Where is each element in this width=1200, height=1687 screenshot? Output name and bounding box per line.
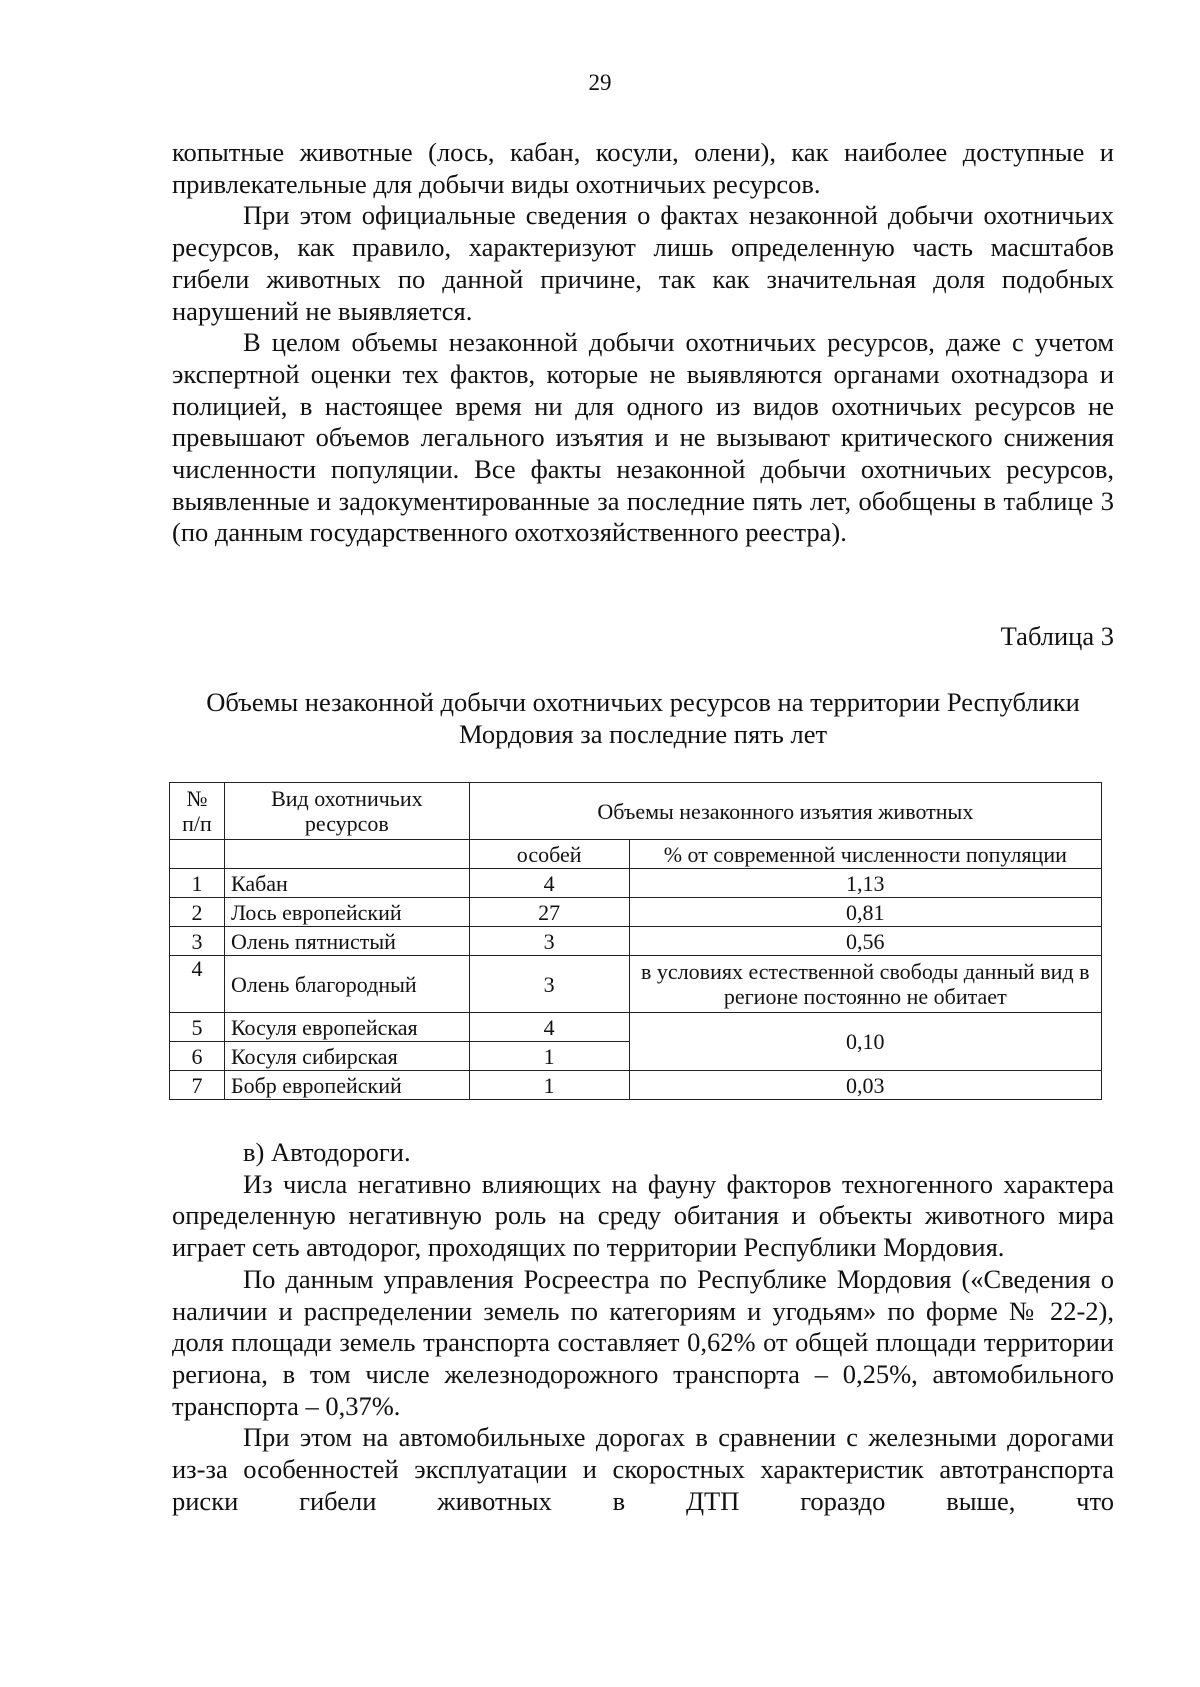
row-individuals: 4 (469, 869, 629, 898)
row-percent: 0,10 (629, 1013, 1101, 1071)
row-percent: 0,03 (629, 1071, 1101, 1100)
header-individuals: особей (469, 840, 629, 869)
row-species: Бобр европейский (224, 1071, 469, 1100)
section-heading: в) Автодороги. (243, 1137, 411, 1167)
header-empty (170, 840, 225, 869)
table-title: Объемы незаконной добычи охотничьих ресурсов на территории Республики Мордовия за последние пять лет (206, 687, 1080, 749)
table-row (170, 898, 1102, 927)
row-percent: 1,13 (629, 869, 1101, 898)
row-individuals: 3 (469, 956, 629, 1013)
page-number: 29 (588, 70, 612, 95)
row-num: 7 (170, 1071, 225, 1100)
table-row (170, 956, 1102, 1013)
row-num: 1 (170, 869, 225, 898)
header-volumes: Объемы незаконного изъятия животных (469, 783, 1101, 840)
table-row (170, 1071, 1102, 1100)
table-header-row (170, 783, 1102, 840)
row-num: 4 (170, 956, 225, 1013)
paragraph: В целом объемы незаконной добычи охотничьих ресурсов, даже с учетом экспертной оценки тех фактов, которые не выявляются органами охотнадзора и полицией, в настоящее время ни для одного из видов охотничьих ресурсов не превышают объемов легального изъятия и не вызывают критического снижения численности популяции. Все факты незаконной добычи охотничьих ресурсов, выявленные и задокументированные за последние пять лет, обобщены в таблице 3 (по данным государственного охотхозяйственного реестра). (172, 327, 1114, 548)
table-subheader-row (170, 840, 1102, 869)
row-species: Косуля европейская (224, 1013, 469, 1042)
table-row (170, 1013, 1102, 1042)
row-percent: 0,56 (629, 927, 1101, 956)
row-individuals: 1 (469, 1042, 629, 1071)
header-empty (224, 840, 469, 869)
row-num: 5 (170, 1013, 225, 1042)
table-row (170, 927, 1102, 956)
row-percent: в условиях естественной свободы данный вид в регионе постоянно не обитает (629, 956, 1101, 1013)
row-num: 2 (170, 898, 225, 927)
row-individuals: 27 (469, 898, 629, 927)
paragraph: При этом на автомобильныхе дорогах в сравнении с железными дорогами из-за особенностей эксплуатации и скоростных характеристик автотранспорта риски гибели животных в ДТП гораздо выше, что (172, 1422, 1114, 1516)
row-individuals: 3 (469, 927, 629, 956)
table-row (170, 869, 1102, 898)
header-num: № п/п (170, 783, 225, 840)
row-individuals: 1 (469, 1071, 629, 1100)
row-species: Олень благородный (224, 956, 469, 1013)
paragraph: Из числа негативно влияющих на фауну факторов техногенного характера определенную негативную роль на среду обитания и объекты животного мира играет сеть автодорог, проходящих по территории Республики Мордовия. (172, 1168, 1114, 1263)
paragraph: При этом официальные сведения о фактах незаконной добычи охотничьих ресурсов, как правило, характеризуют лишь определенную часть масштабов гибели животных по данной причине, так как значительная доля подобных нарушений не выявляется. (172, 200, 1114, 326)
paragraph: По данным управления Росреестра по Республике Мордовия («Сведения о наличии и распределении земель по категориям и угодьям» по форме № 22-2), доля площади земель транспорта составляет 0,62% от общей площади территории региона, в том числе железнодорожного транспорта – 0,25%, автомобильного транспорта – 0,37%. (172, 1263, 1114, 1421)
row-num: 3 (170, 927, 225, 956)
header-percent: % от современной численности популяции (629, 840, 1101, 869)
text-block-bottom (172, 1137, 1114, 1517)
text-block-top (172, 137, 1114, 549)
row-species: Лось европейский (224, 898, 469, 927)
row-species: Косуля сибирская (224, 1042, 469, 1071)
paragraph: копытные животные (лось, кабан, косули, олени), как наиболее доступные и привлекательные для добычи виды охотничьих ресурсов. (172, 137, 1114, 199)
row-num: 6 (170, 1042, 225, 1071)
table-label: Таблица 3 (1000, 621, 1114, 651)
row-individuals: 4 (469, 1013, 629, 1042)
poaching-table (169, 782, 1102, 1100)
row-percent: 0,81 (629, 898, 1101, 927)
row-species: Олень пятнистый (224, 927, 469, 956)
row-species: Кабан (224, 869, 469, 898)
header-species: Вид охотничьих ресурсов (224, 783, 469, 840)
